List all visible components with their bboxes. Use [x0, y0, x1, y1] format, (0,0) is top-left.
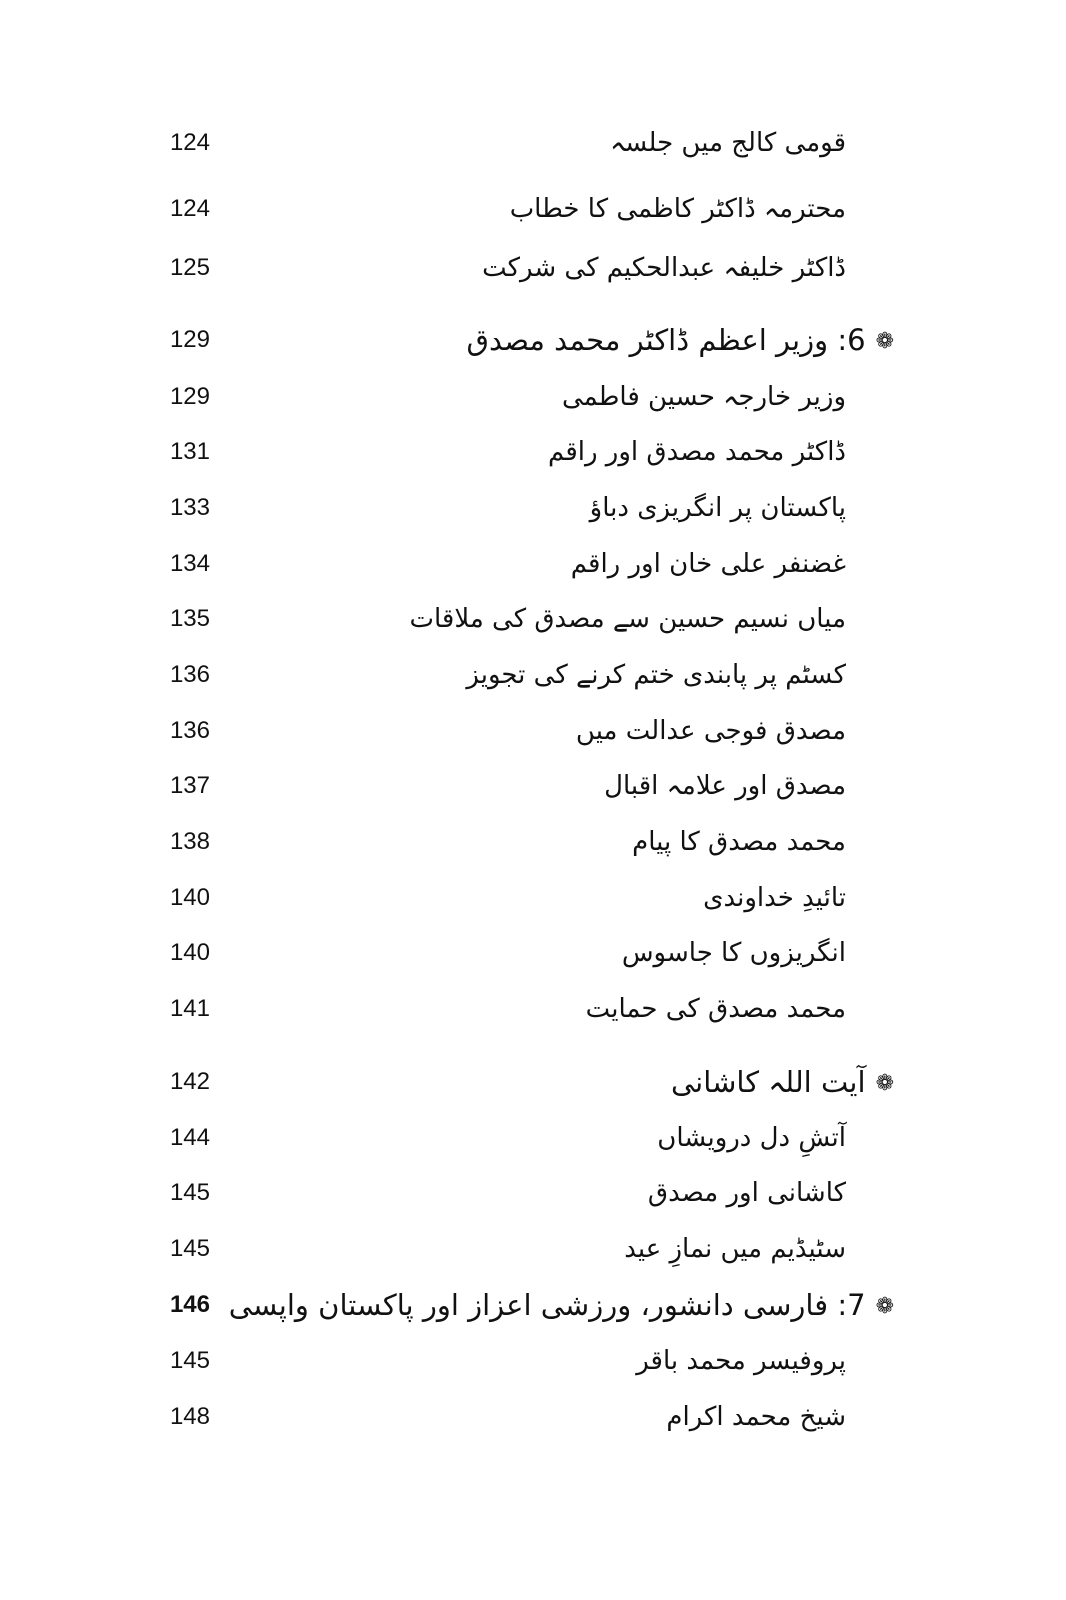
- page-number: 138: [169, 828, 210, 855]
- entry-title: محمد مصدق کا پیام: [632, 827, 846, 857]
- page-number: 145: [169, 1235, 210, 1262]
- entry-title: محترمہ ڈاکٹر کاظمی کا خطاب: [509, 194, 846, 224]
- toc-entry: [0, 706, 1066, 756]
- entry-title: تائیدِ خداوندی: [703, 883, 846, 913]
- toc-entry: [0, 243, 1066, 293]
- entry-title: پروفیسر محمد باقر: [636, 1346, 846, 1376]
- page-number: 146: [169, 1291, 210, 1318]
- page-number: 135: [169, 605, 210, 632]
- entry-title: پاکستان پر انگریزی دباؤ: [589, 493, 846, 523]
- page-number: 140: [169, 939, 210, 966]
- chapter-title: [229, 1280, 894, 1332]
- toc-entry: [0, 873, 1066, 923]
- entry-title: ڈاکٹر خلیفہ عبدالحکیم کی شرکت: [482, 253, 846, 283]
- toc-entry: [0, 761, 1066, 811]
- page-number: 140: [169, 884, 210, 911]
- toc-entry: [0, 184, 1066, 234]
- entry-title: مصدق اور علامہ اقبال: [604, 771, 846, 801]
- toc-chapter-heading: [0, 315, 1066, 365]
- toc-entry: [0, 928, 1066, 978]
- toc-entry: [0, 1224, 1066, 1274]
- toc-entry: [0, 984, 1066, 1034]
- toc-chapter-heading: [0, 1280, 1066, 1330]
- entry-title: مصدق فوجی عدالت میں: [575, 716, 846, 746]
- entry-title: غضنفر علی خان اور راقم: [570, 549, 846, 579]
- toc-entry: [0, 1336, 1066, 1386]
- page-number: 142: [169, 1068, 210, 1095]
- page-number: 145: [169, 1179, 210, 1206]
- page-number: 136: [169, 717, 210, 744]
- entry-title: سٹیڈیم میں نمازِ عید: [624, 1234, 846, 1264]
- page-number: 134: [169, 550, 210, 577]
- chapter-title: [467, 315, 894, 367]
- page-number: 125: [169, 254, 210, 281]
- page-number: 141: [169, 995, 210, 1022]
- toc-entry: [0, 1113, 1066, 1163]
- entry-title: شیخ محمد اکرام: [666, 1402, 846, 1432]
- entry-title: میاں نسیم حسین سے مصدق کی ملاقات: [409, 604, 846, 634]
- page-number: 145: [169, 1347, 210, 1374]
- entry-title: کسٹم پر پابندی ختم کرنے کی تجویز: [466, 660, 846, 690]
- toc-entry: [0, 427, 1066, 477]
- entry-title: آتشِ دل درویشاں: [657, 1123, 846, 1153]
- chapter-title-text: 7: فارسی دانشور، ورزشی اعزاز اور پاکستان واپسی: [228, 1288, 866, 1322]
- entry-title: وزیر خارجہ حسین فاطمی: [562, 382, 846, 412]
- page-number: 129: [169, 326, 210, 353]
- toc-entry: [0, 817, 1066, 867]
- page-number: 148: [169, 1403, 210, 1430]
- toc-chapter-heading: [0, 1057, 1066, 1107]
- page-number: 136: [169, 661, 210, 688]
- page-number: 137: [169, 772, 210, 799]
- entry-title: کاشانی اور مصدق: [647, 1178, 846, 1208]
- entry-title: قومی کالج میں جلسہ: [610, 128, 846, 158]
- flower-bullet-icon: ❁: [875, 329, 894, 354]
- page-number: 131: [169, 438, 210, 465]
- entry-title: محمد مصدق کی حمایت: [585, 994, 846, 1024]
- page-number: 144: [169, 1124, 210, 1151]
- page-number: 124: [169, 195, 210, 222]
- toc-entry: [0, 594, 1066, 644]
- toc-entry: [0, 118, 1066, 168]
- entry-title: ڈاکٹر محمد مصدق اور راقم: [548, 437, 846, 467]
- toc-entry: [0, 650, 1066, 700]
- page-number: 124: [169, 129, 210, 156]
- flower-bullet-icon: ❁: [875, 1071, 894, 1096]
- entry-title: انگریزوں کا جاسوس: [621, 938, 846, 968]
- toc-entry: [0, 483, 1066, 533]
- flower-bullet-icon: ❁: [875, 1294, 894, 1319]
- page-number: 129: [169, 383, 210, 410]
- chapter-title-text: آیت اللہ کاشانی: [671, 1065, 866, 1099]
- chapter-title-text: 6: وزیر اعظم ڈاکٹر محمد مصدق: [466, 323, 866, 357]
- toc-entry: [0, 539, 1066, 589]
- toc-entry: [0, 372, 1066, 422]
- chapter-title: [671, 1057, 894, 1109]
- page-number: 133: [169, 494, 210, 521]
- toc-entry: [0, 1392, 1066, 1442]
- toc-entry: [0, 1168, 1066, 1218]
